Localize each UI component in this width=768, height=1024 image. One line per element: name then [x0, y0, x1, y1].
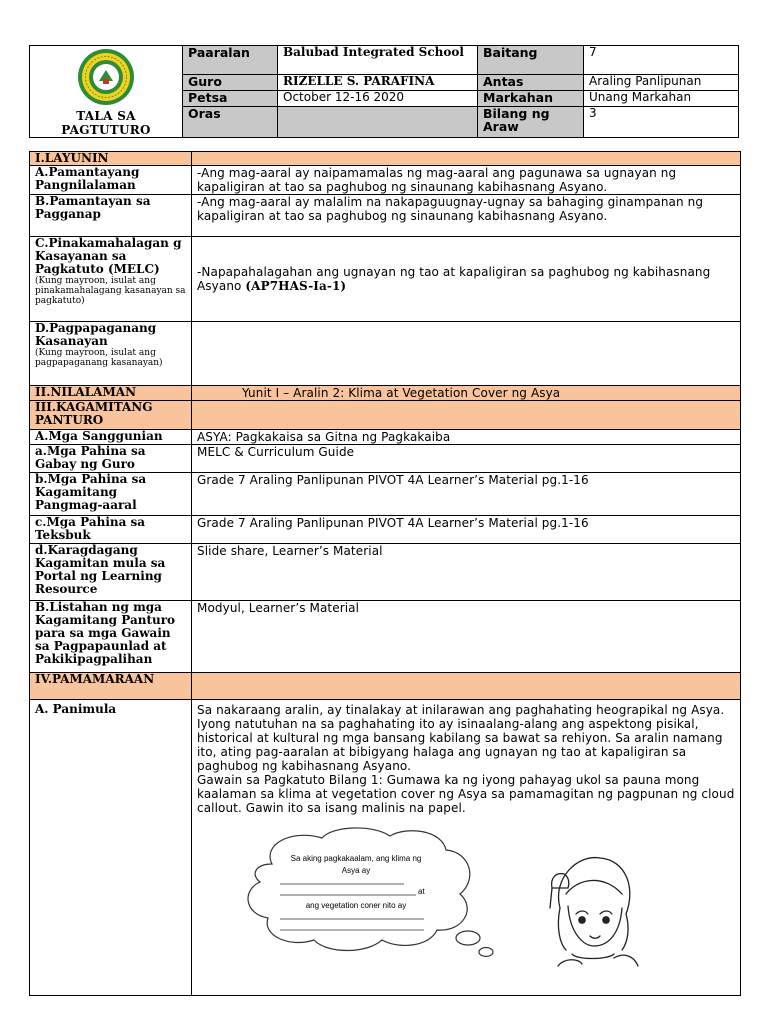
cloud-at: at: [418, 887, 425, 896]
quarter-label: Markahan: [478, 90, 584, 106]
grade-label: Baitang: [478, 46, 584, 75]
thinking-girl-icon: [538, 848, 648, 972]
melc-cell: [30, 237, 192, 322]
subject-value: Araling Panlipunan: [584, 75, 739, 91]
school-seal-icon: [77, 48, 135, 106]
pagpapaganang-label: D.Pagpapaganang Kasanayan: [35, 321, 157, 348]
listahan-value: Modyul, Learner’s Material: [192, 601, 741, 673]
doc-title-line1: TALA SA: [76, 109, 136, 123]
teksbuk-value: Grade 7 Araling Panlipunan PIVOT 4A Learner’s Material pg.1-16: [192, 516, 741, 544]
pagpapaganang-cell: [30, 322, 192, 386]
kagamitang-pangmag-aaral-value: Grade 7 Araling Panlipunan PIVOT 4A Learner’s Material pg.1-16: [192, 473, 741, 516]
doc-title: [30, 109, 182, 137]
nilalaman-value: Yunit I – Aralin 2: Klima at Vegetation Cover ng Asya: [242, 386, 561, 400]
cloud-callout: [232, 824, 502, 964]
section-layunin: I.LAYUNIN: [30, 152, 192, 166]
cloud-line3: ang vegetation coner nito ay: [305, 901, 407, 910]
quarter-value: Unang Markahan: [584, 90, 739, 106]
teacher-value: RIZELLE S. PARAFINA: [278, 75, 478, 91]
time-label: Oras: [183, 106, 278, 137]
melc-value: -Napapahalagahan ang ugnayan ng tao at kapaligiran sa paghubog ng kabihasnang Asyano: [197, 265, 711, 293]
melc-sub: (Kung mayroon, isulat ang pinakamahalagang kasanayan sa pagkatuto): [35, 276, 186, 306]
logo-cell: [30, 46, 183, 138]
pagpapaganang-sub: (Kung mayroon, isulat ang pagpapaganang kasanayan): [35, 348, 163, 368]
days-label: Bilang ng Araw: [478, 106, 584, 137]
sanggunian-label: A.Mga Sanggunian: [30, 430, 192, 445]
date-value: October 12-16 2020: [278, 90, 478, 106]
pamantayang-pangnilalaman-label: A.Pamantayang Pangnilalaman: [30, 166, 192, 195]
melc-code: (AP7HAS-Ia-1): [245, 279, 347, 293]
pamantayang-pangnilalaman-value: -Ang mag-aaral ay naipamamalas ng mag-aaral ang pagunawa sa ugnayan ng kapaligiran at tao sa paghubog ng sinaunang kabihasnang Asyano.: [192, 166, 741, 195]
karagdagang-value: Slide share, Learner’s Material: [192, 544, 741, 601]
header-table: [29, 45, 739, 138]
kagamitang-pangmag-aaral-label: b.Mga Pahina sa Kagamitang Pangmag-aaral: [30, 473, 192, 516]
sanggunian-value: ASYA: Pagkakaisa sa Gitna ng Pagkakaiba: [192, 430, 741, 445]
subject-label: Antas: [478, 75, 584, 91]
school-value: Balubad Integrated School: [278, 46, 478, 75]
nilalaman-label: II.NILALAMAN: [30, 386, 192, 401]
panimula-label: A. Panimula: [30, 700, 192, 996]
days-value: 3: [584, 106, 739, 137]
school-label: Paaralan: [183, 46, 278, 75]
panimula-paragraph-2: Gawain sa Pagkatuto Bilang 1: Gumawa ka ng iyong pahayag ukol sa pauna mong kaalaman sa klima at vegetation cover ng Asya sa pamamagitan ng pagpunan ng cloud callout. Gawin ito sa isang malinis na papel.: [197, 773, 735, 815]
date-label: Petsa: [183, 90, 278, 106]
time-value: [278, 106, 478, 137]
kagamitang-panturo-label: III.KAGAMITANG PANTURO: [30, 401, 192, 430]
teacher-label: Guro: [183, 75, 278, 91]
panimula-paragraph-1: Sa nakaraang aralin, ay tinalakay at inilarawan ang paghahating heograpikal ng Asya. Iyong natutuhan na sa paghahating ito ay isinaalang-alang ang aspektong pisikal, historical at kultural ng mga bansang kabilang sa bawat sa rehiyon. Sa aralin namang ito, ating pag-aaralan at bibigyang halaga ang ugnayan ng tao at kapaligiran sa paghubog ng kabihasnang Asyano.: [197, 703, 725, 773]
listahan-label: B.Listahan ng mga Kagamitang Panturo para sa mga Gawain sa Pagpapaunlad at Pakikipagpalihan: [30, 601, 192, 673]
teksbuk-label: c.Mga Pahina sa Teksbuk: [30, 516, 192, 544]
karagdagang-label: d.Karagdagang Kagamitan mula sa Portal ng Learning Resource: [30, 544, 192, 601]
melc-label: C.Pinakamahalagan g Kasayanan sa Pagkatuto (MELC): [35, 236, 182, 276]
gabay-guro-value: MELC & Curriculum Guide: [192, 445, 741, 473]
grade-value: 7: [584, 46, 739, 75]
gabay-guro-label: a.Mga Pahina sa Gabay ng Guro: [30, 445, 192, 473]
cloud-line1: Sa aking pagkakaalam, ang klima ng: [290, 854, 422, 863]
doc-title-line2: PAGTUTURO: [61, 123, 151, 137]
cloud-line2: Asya ay: [341, 866, 371, 875]
pamamaraan-label: IV.PAMAMARAAN: [30, 673, 192, 700]
pamantayan-pagganap-label: B.Pamantayan sa Pagganap: [30, 195, 192, 237]
melc-value-cell: [192, 237, 741, 322]
pamantayan-pagganap-value: -Ang mag-aaral ay malalim na nakapaguugnay-ugnay sa bahaging ginampanan ng kapaligiran at tao sa paghubog ng sinaunang kabihasnang Asyano.: [192, 195, 741, 237]
